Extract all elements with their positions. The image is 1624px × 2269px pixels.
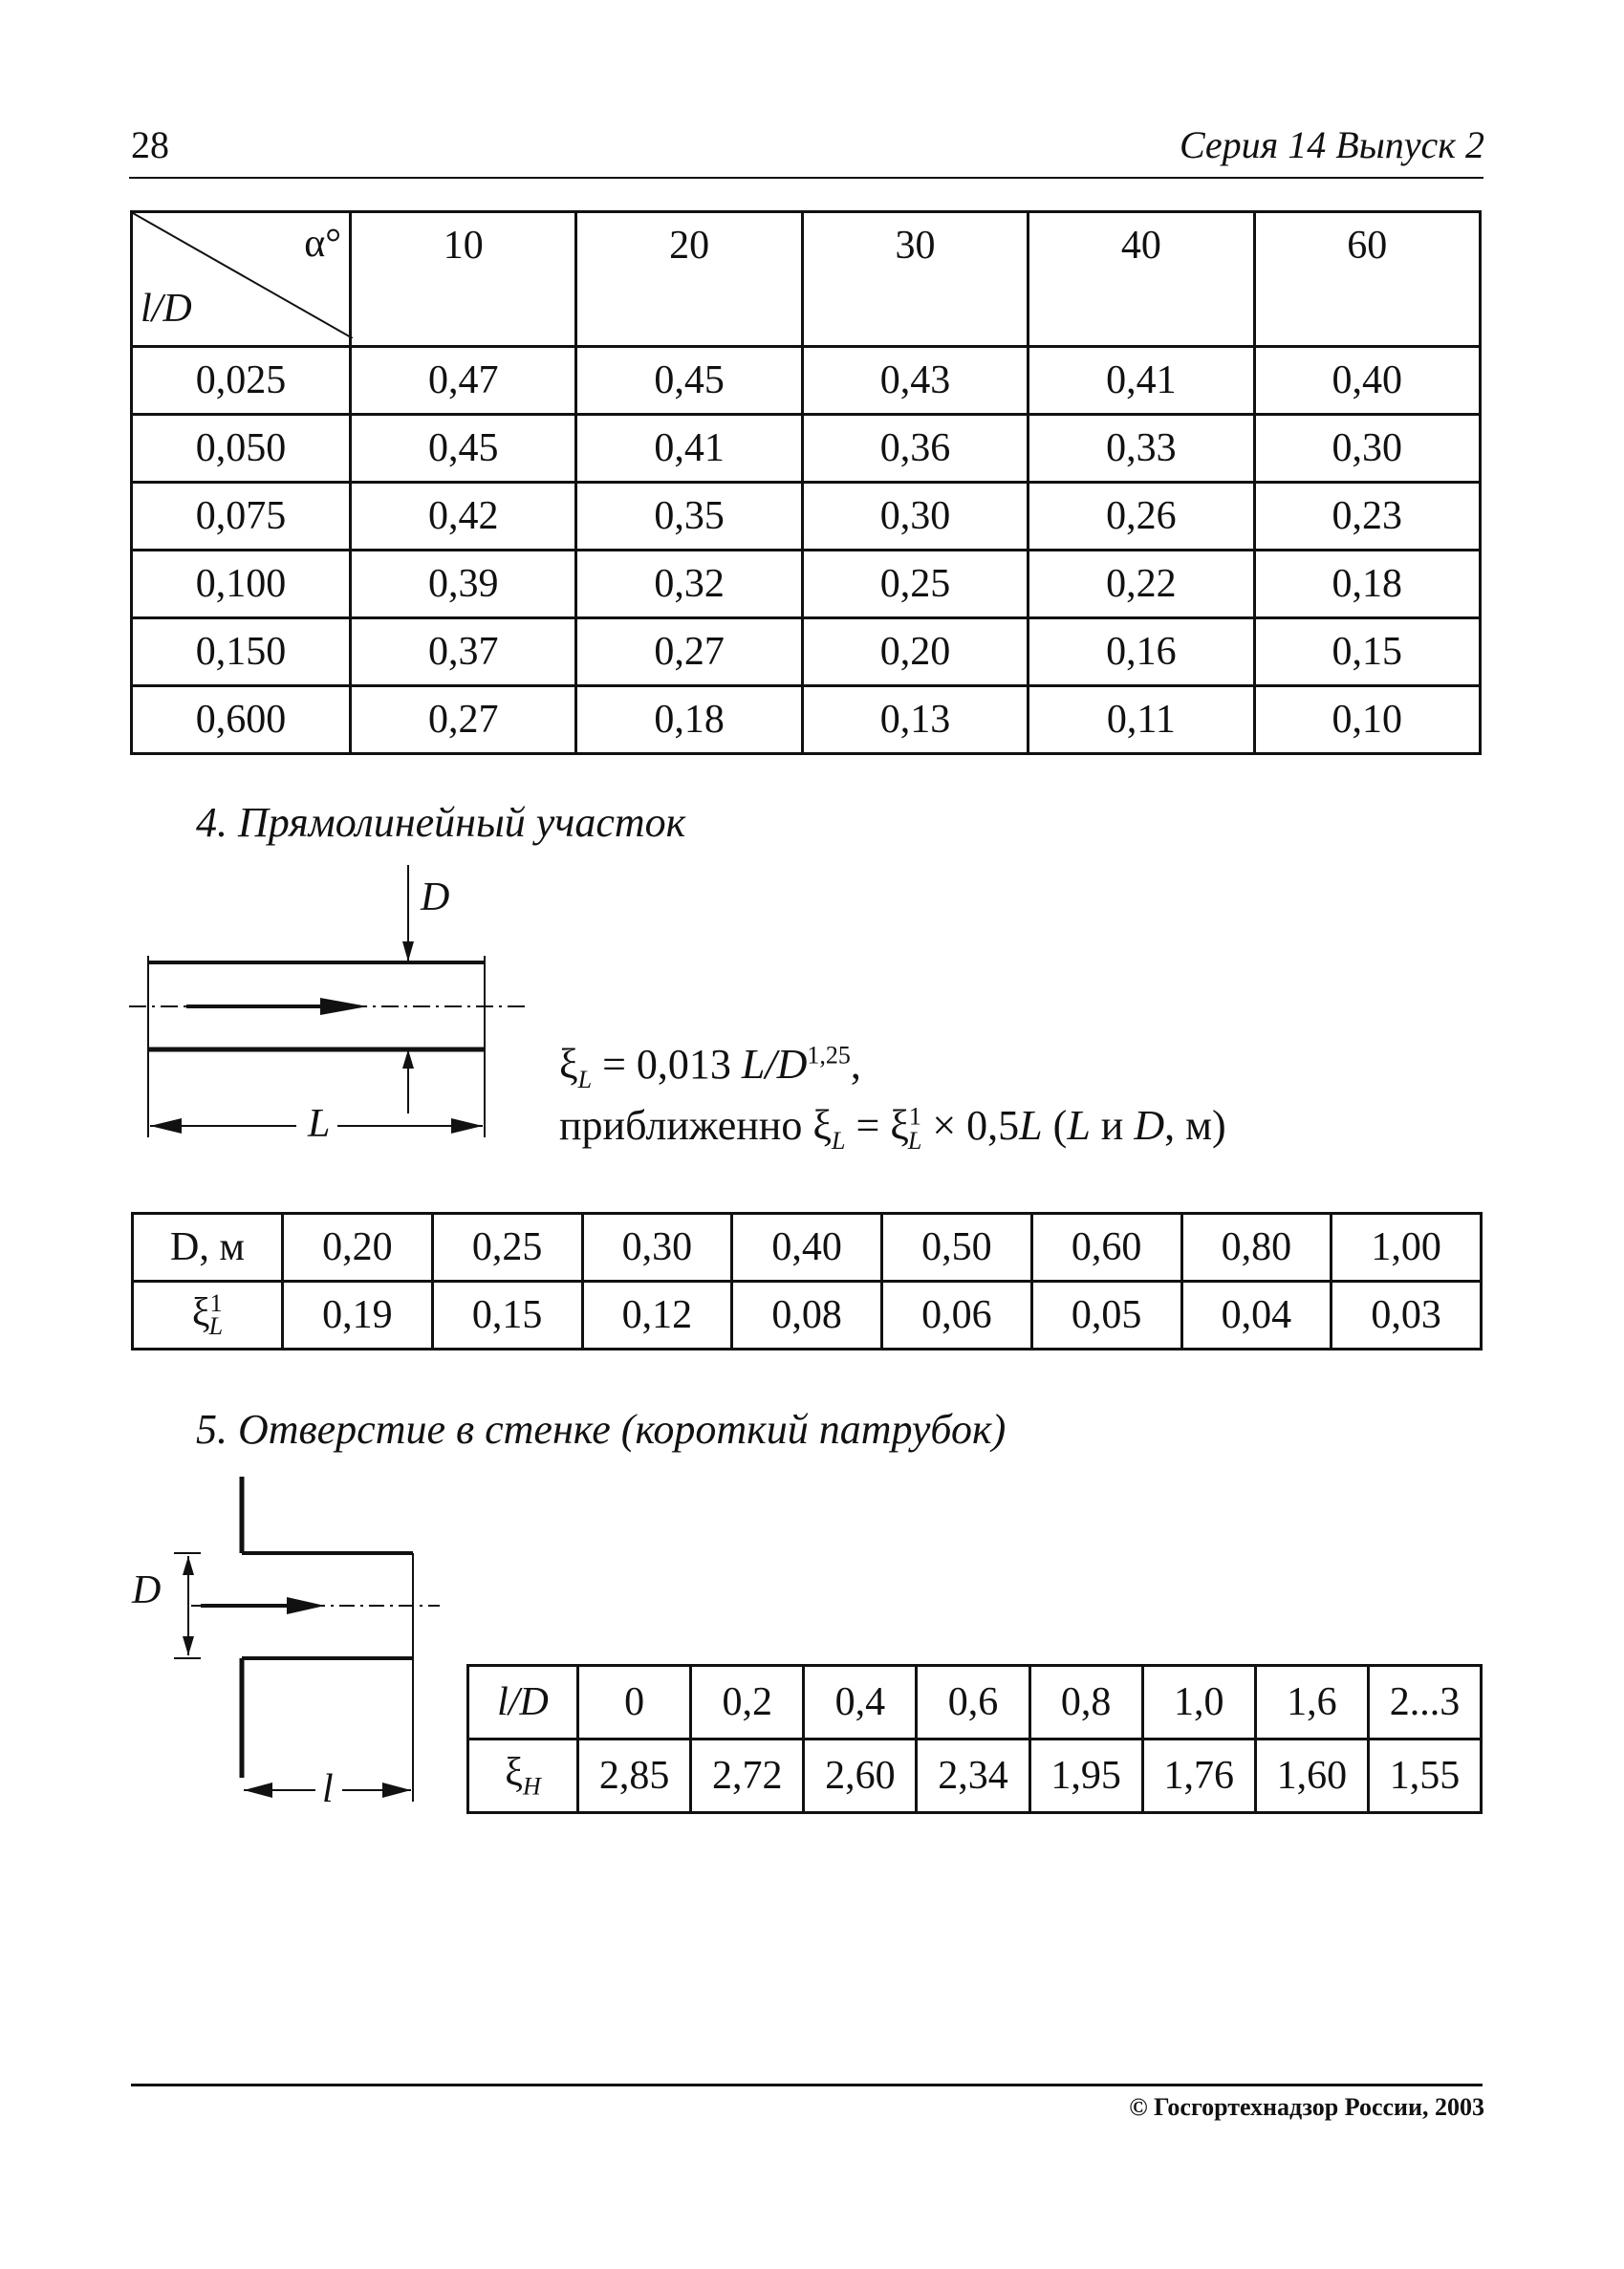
table-cell: 0,41 xyxy=(576,415,802,483)
row-label: 0,025 xyxy=(132,347,351,415)
table-cell: 0,30 xyxy=(1254,415,1480,483)
table-cell: 0,26 xyxy=(1029,483,1254,551)
table-cell: 0,27 xyxy=(351,686,576,754)
table-cell: 0,37 xyxy=(351,618,576,686)
table-row xyxy=(133,1282,1482,1350)
friction-formula: $\xi_L = 0,013$ $L/D^{1,25}$, xyxy=(559,1041,861,1093)
column-header: 20 xyxy=(576,212,802,347)
copyright: © Госгортехнадзор России, 2003 xyxy=(1129,2093,1484,2121)
section-5-title: 5. Отверстие в стенке (короткий патрубок) xyxy=(196,1406,1007,1453)
table-cell: 0,47 xyxy=(351,347,576,415)
diameter-resistance-table xyxy=(131,1212,1483,1351)
table-cell: 0,40 xyxy=(1254,347,1480,415)
table-row xyxy=(468,1666,1482,1740)
table-cell: 0,30 xyxy=(802,483,1028,551)
table-cell: 1,00 xyxy=(1332,1214,1482,1282)
corner-ld-label: l/D xyxy=(141,287,192,331)
table-cell: 0,39 xyxy=(351,551,576,618)
table-cell: 0,32 xyxy=(576,551,802,618)
column-header: 40 xyxy=(1029,212,1254,347)
section-4-title: 4. Прямолинейный участок xyxy=(196,799,686,846)
resistance-table-angle xyxy=(130,210,1482,755)
table-cell: 1,55 xyxy=(1368,1740,1481,1813)
table-cell: 0,05 xyxy=(1031,1282,1181,1350)
column-header: 30 xyxy=(802,212,1028,347)
table-cell: 0,16 xyxy=(1029,618,1254,686)
table-cell: 0,36 xyxy=(802,415,1028,483)
row-label: 0,150 xyxy=(132,618,351,686)
table-cell: 0 xyxy=(578,1666,691,1740)
table-cell: 0,22 xyxy=(1029,551,1254,618)
table-row xyxy=(132,551,1481,618)
table-cell: 0,13 xyxy=(802,686,1028,754)
table-cell: 0,11 xyxy=(1029,686,1254,754)
table-cell: 0,03 xyxy=(1332,1282,1482,1350)
table-cell: 0,50 xyxy=(882,1214,1032,1282)
table-cell: 0,20 xyxy=(802,618,1028,686)
table-cell: 0,30 xyxy=(582,1214,732,1282)
table-cell: 1,76 xyxy=(1142,1740,1255,1813)
table-cell: 0,45 xyxy=(576,347,802,415)
table-row xyxy=(132,415,1481,483)
row-label: $\xi^1_L$ xyxy=(133,1282,283,1350)
table-cell: 0,08 xyxy=(732,1282,882,1350)
diagram-d-label: D xyxy=(421,875,450,919)
table-row xyxy=(132,483,1481,551)
table-cell: 0,33 xyxy=(1029,415,1254,483)
table-cell: 0,2 xyxy=(691,1666,804,1740)
table-cell: 0,25 xyxy=(432,1214,582,1282)
table-cell: 0,60 xyxy=(1031,1214,1181,1282)
page-number: 28 xyxy=(131,123,169,166)
table-cell: 0,10 xyxy=(1254,686,1480,754)
table-cell: 1,95 xyxy=(1029,1740,1142,1813)
row-label: D, м xyxy=(133,1214,283,1282)
table-corner-cell xyxy=(132,212,351,347)
table-cell: 0,42 xyxy=(351,483,576,551)
table-cell: 0,6 xyxy=(917,1666,1029,1740)
table-row xyxy=(132,686,1481,754)
table-cell: 0,4 xyxy=(804,1666,917,1740)
table-cell: 0,43 xyxy=(802,347,1028,415)
row-label: 0,050 xyxy=(132,415,351,483)
table-cell: 0,18 xyxy=(576,686,802,754)
opening-resistance-table xyxy=(466,1664,1483,1814)
header-divider xyxy=(129,177,1483,179)
column-header: 10 xyxy=(351,212,576,347)
wall-opening-diagram xyxy=(162,1472,449,1816)
corner-alpha-label: α° xyxy=(304,222,341,266)
table-cell: 2,72 xyxy=(691,1740,804,1813)
table-cell: 2,60 xyxy=(804,1740,917,1813)
column-header: 60 xyxy=(1254,212,1480,347)
table-cell: 0,18 xyxy=(1254,551,1480,618)
table-cell: 0,80 xyxy=(1181,1214,1332,1282)
table-cell: 0,06 xyxy=(882,1282,1032,1350)
table-row xyxy=(468,1740,1482,1813)
series-title: Серия 14 Выпуск 2 xyxy=(1179,123,1484,166)
diagram-l-label: l xyxy=(322,1767,334,1811)
diagram-l-label: L xyxy=(308,1102,331,1146)
table-row xyxy=(132,347,1481,415)
table-cell: 0,04 xyxy=(1181,1282,1332,1350)
table-cell: 1,6 xyxy=(1255,1666,1368,1740)
table-row xyxy=(133,1214,1482,1282)
row-label: 0,075 xyxy=(132,483,351,551)
table-cell: 0,27 xyxy=(576,618,802,686)
table-cell: 0,20 xyxy=(283,1214,433,1282)
table-header-row xyxy=(132,212,1481,347)
table-cell: 2...3 xyxy=(1368,1666,1481,1740)
table-cell: 0,19 xyxy=(283,1282,433,1350)
table-cell: 2,34 xyxy=(917,1740,1029,1813)
table-cell: 0,25 xyxy=(802,551,1028,618)
table-cell: 0,41 xyxy=(1029,347,1254,415)
diagram-d-label: D xyxy=(132,1568,162,1612)
row-label: 0,600 xyxy=(132,686,351,754)
table-cell: 0,35 xyxy=(576,483,802,551)
table-cell: 2,85 xyxy=(578,1740,691,1813)
table-cell: 0,40 xyxy=(732,1214,882,1282)
table-cell: 1,60 xyxy=(1255,1740,1368,1813)
footer-divider xyxy=(131,2084,1483,2086)
table-cell: 1,0 xyxy=(1142,1666,1255,1740)
table-cell: 0,23 xyxy=(1254,483,1480,551)
table-cell: 0,45 xyxy=(351,415,576,483)
table-row xyxy=(132,618,1481,686)
approx-formula: приближенно $\xi_L = \xi^1_L \times 0,5L$ (L и D, м) xyxy=(559,1102,1226,1155)
row-label: 0,100 xyxy=(132,551,351,618)
row-label: $\xi_Н$ xyxy=(468,1740,578,1813)
table-cell: 0,15 xyxy=(432,1282,582,1350)
table-cell: 0,15 xyxy=(1254,618,1480,686)
row-label: l/D xyxy=(468,1666,578,1740)
table-cell: 0,12 xyxy=(582,1282,732,1350)
table-cell: 0,8 xyxy=(1029,1666,1142,1740)
